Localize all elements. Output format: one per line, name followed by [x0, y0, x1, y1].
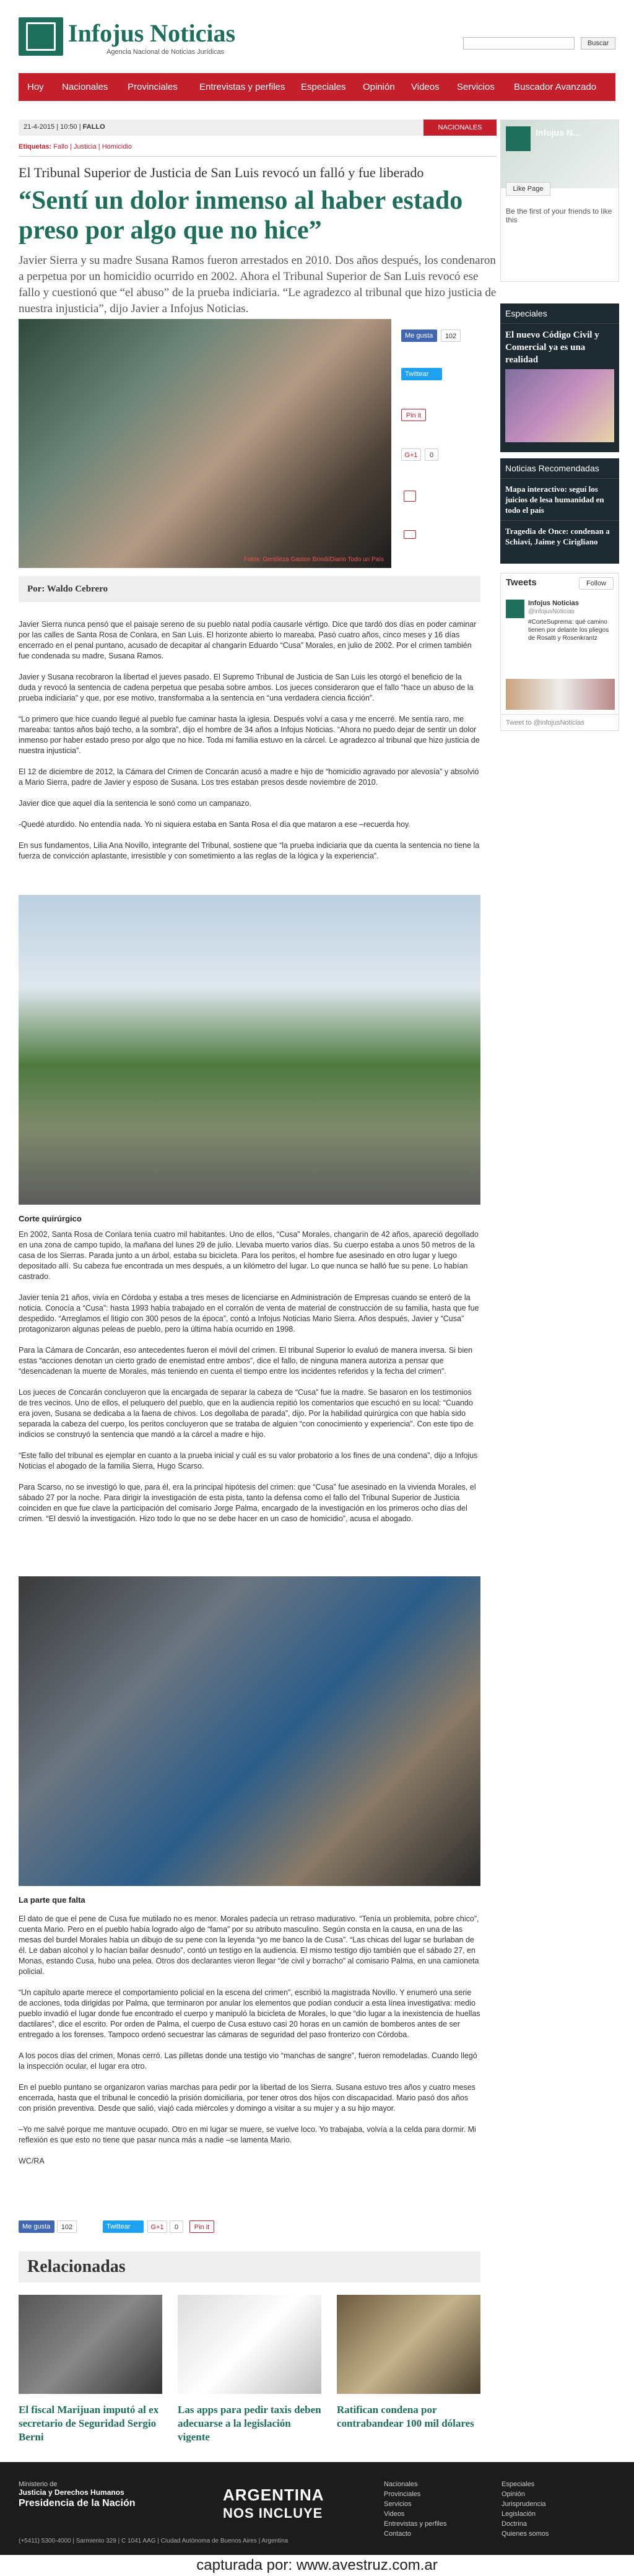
subheading-la-parte-que-falta: La parte que falta	[19, 1895, 85, 1905]
footer-link[interactable]: Jurisprudencia	[502, 2500, 546, 2508]
print-icon[interactable]	[404, 491, 416, 502]
paragraph: En 2002, Santa Rosa de Conlara tenía cuatro mil habitantes. Uno de ellos, “Cusa” Morales, changarín de 42 años, apareció degollado en una zona de campo tupido, la mañana del lunes 29 de julio. Llevaba muerto varios días. Su cuerpo estaba a unos 50 metros de la casa de los Sierras. Parada junto a un árbol, estaba su bicicleta. Para los peritos, el hombre fue asesinado en otro lugar y luego depositado allí. Su cabeza fue encontrada un mes después, a un kilómetro del lugar. Lo que nunca se halló fue su pene. Lo habían castrado.	[19, 1230, 479, 1281]
footer-link[interactable]: Especiales	[502, 2481, 535, 2488]
tweet-to-input[interactable]: Tweet to @infojusNoticias	[501, 714, 619, 730]
follow-button[interactable]: Follow	[579, 577, 614, 590]
recomendada-item[interactable]: Mapa interactivo: seguí los juicios de lesa humanidad en todo el país	[500, 479, 619, 521]
article-photo-2	[19, 895, 480, 1205]
article-body-part-2	[19, 1229, 480, 1535]
main-photo	[19, 319, 391, 568]
paragraph: En sus fundamentos, Lilia Ana Novillo, integrante del Tribunal, sostiene que “la prueba indiciaria que da cuenta la sentencia no tiene la fuerza de convicción aplastante, irresistible y con sometimiento a las reglas de la lógica y la experiencia”.	[19, 841, 480, 860]
especiales-item[interactable]: El nuevo Código Civil y Comercial ya es una realidad	[505, 330, 599, 365]
footer-links-col-1	[384, 2479, 446, 2539]
paragraph: Para Scarso, no se investigó lo que, para él, era la principal hipótesis del crimen: que “Cusa” fue asesinado en la vivienda Morales, el sábado 27 por la noche. Para dirigir la investigación de esta pista, tanto la defensa como el fallo del Tribunal Superior de Justicia coinciden en que fue clave la participación del comisario Jorge Palma, encargado de la investigación en los primeros ocho días del crimen. “El desvió la investigación. Hizo todo lo que no se debe hacer en un caso de homicidio”, acusa el abogado.	[19, 1483, 476, 1523]
paragraph: –Yo me salvé porque me mantuve ocupado. Otro en mi lugar se muere, se vuelve loco. Yo trabajaba, volvía a la celda para dormir. Mi reflexión es que esto no tiene que pasar nunca más a nadie –se lamenta Mario.	[19, 2125, 476, 2144]
article-body-part-3	[19, 1914, 480, 2177]
ministry-line-1: Ministerio de	[19, 2481, 58, 2488]
footer-address: (+5411) 5300-4000 | Sarmiento 329 | C 1041 AAG | Ciudad Autónoma de Buenos Aires | Argentina	[19, 2538, 289, 2544]
tags-label: Etiquetas:	[19, 143, 52, 151]
footer-link[interactable]: Servicios	[384, 2500, 412, 2508]
especiales-box	[500, 303, 619, 452]
article-date-line: 21-4-2015 | 10:50 | FALLO	[24, 123, 105, 131]
fb-like-button-bottom[interactable]: Me gusta	[19, 2220, 54, 2233]
nav-item-buscador[interactable]: Buscador Avanzado	[514, 82, 597, 92]
paragraph: Javier tenía 21 años, vivía en Córdoba y estaba a tres meses de licenciarse en Administración de Empresas cuando se enteró de la noticia. Conocía a “Cusa”: hasta 1993 había trabajado en el corralón de venta de material de construcción de su familia, hasta que fue despedido. “Arreglamos el litigio con 300 pesos de la época”, contó a Infojus Noticias Mario Sierra. Años después, Javier y “Cusa” protagonizaron algunas peleas de pueblo, pero la última había ocurrido en 1998.	[19, 1293, 479, 1334]
nav-item-especiales[interactable]: Especiales	[301, 82, 346, 92]
article-lead: Javier Sierra y su madre Susana Ramos fueron arrestados en 2010. Dos años después, los condenaron a perpetua por un homicidio ocurrido en 2002. Ahora el Tribunal Superior de San Luis revocó ese fallo y cuestionó que “el abuso” de la prueba indiciaria. “Le agradezco al tribunal que hizo justicia de nuestra injusticia”, dijo Javier a Infojus Noticias.	[19, 254, 497, 315]
gplus-count: 0	[425, 448, 438, 461]
paragraph: Javier Sierra nunca pensó que el paisaje sereno de su pueblo natal podía causarle vértigo. Dice que tardó dos días en poder caminar por las calles de Santa Rosa de Conlara, en San Luis. El horizonte abierto lo mareaba. Pasó cuatro años, cinco meses y 16 días encerrado en el penal puntano, acusado de decapitar al changarín Eduardo “Cusa” Morales, en julio de 2002. Por el crimen también fue condenada su madre, Susana Ramos.	[19, 620, 477, 660]
fb-like-page-button[interactable]: Like Page	[506, 182, 550, 196]
recomendadas-title: Noticias Recomendadas	[500, 458, 619, 479]
article-body-part-1	[19, 619, 480, 872]
tweet-author[interactable]: Infojus Noticias	[528, 600, 579, 607]
presidency: Presidencia de la Nación	[19, 2498, 136, 2508]
divider	[19, 156, 497, 157]
site-header	[0, 0, 634, 71]
recomendada-item[interactable]: Tragedia de Once: condenan a Schiavi, Jaime y Cirigliano	[505, 526, 610, 546]
signature: WC/RA	[19, 2157, 45, 2165]
fb-like-count: 102	[441, 330, 461, 342]
recomendadas-box	[500, 458, 619, 564]
fb-avatar	[506, 126, 531, 151]
article-meta-bar	[19, 120, 497, 136]
related-title-1[interactable]: El fiscal Marijuan imputó al ex secretario de Seguridad Sergio Berni	[19, 2404, 159, 2443]
search-button[interactable]: Buscar	[581, 37, 615, 50]
argentina-line-2: NOS INCLUYE	[223, 2505, 323, 2521]
related-title-2[interactable]: Las apps para pedir taxis deben adecuarse a la legislación vigente	[178, 2404, 321, 2443]
paragraph: Javier dice que aquel día la sentencia le sonó como un campanazo.	[19, 799, 251, 808]
tags-row	[19, 143, 132, 151]
facebook-page-widget	[500, 120, 619, 282]
footer-link[interactable]: Nacionales	[384, 2481, 418, 2488]
footer-link[interactable]: Provinciales	[384, 2491, 421, 2498]
paragraph: Para la Cámara de Concarán, eso antecedentes fueron el móvil del crimen. El tribunal Superior lo evaluó de manera inversa. Si bien estas “acciones denotan un cierto grado de enemistad entre ambos”, dice el fallo, de ninguna manera autoriza a pensar que “desencadenan la muerte de Morales, más teniendo en cuenta el tiempo entre los incidentes referidos y la fecha del crimen”.	[19, 1346, 473, 1376]
main-nav	[19, 73, 615, 101]
ministry-line-2: Justicia y Derechos Humanos	[19, 2488, 124, 2497]
article-headline: “Sentí un dolor inmenso al haber estado preso por algo que no hice”	[19, 186, 463, 245]
time: 10:50	[60, 123, 77, 131]
nav-item-nacionales[interactable]: Nacionales	[62, 82, 108, 92]
paragraph: “Este fallo del tribunal es ejemplar en cuanto a la prueba inicial y cuál es su valor probatorio a los fines de una condena”, dijo a Infojus Noticias el abogado de la familia Sierra, Hugo Scarso.	[19, 1451, 478, 1470]
tweet-handle[interactable]: @infojusNoticias	[528, 608, 575, 615]
nav-item-opinion[interactable]: Opinión	[363, 82, 395, 92]
gplus-button[interactable]: G+1	[401, 448, 421, 461]
capture-credit: capturada por: www.avestruz.com.ar	[0, 2555, 634, 2576]
fb-like-button[interactable]: Me gusta	[401, 330, 437, 342]
related-image-3[interactable]	[337, 2295, 480, 2394]
logo-mark-icon	[26, 22, 56, 51]
footer-link[interactable]: Legislación	[502, 2510, 536, 2518]
footer-links-col-2	[502, 2479, 549, 2539]
nav-item-hoy[interactable]: Hoy	[27, 82, 44, 92]
especiales-title: Especiales	[500, 303, 619, 324]
fb-text: Be the first of your friends to like this	[506, 207, 612, 224]
paragraph: En el pueblo puntano se organizaron varias marchas para pedir por la libertad de los Sierra. Susana estuvo tres años y cuatro meses encerrada, hasta que el tribunal le concedió la prisión domiciliaria, por tener otros dos hijos con discapacidad. Mario pasó dos años con prisión preventiva. Desde que salió, viajó cada miércoles y domingo a visitar a su mujer y a su hijo mayor.	[19, 2083, 476, 2113]
nav-item-provinciales[interactable]: Provinciales	[128, 82, 178, 92]
gplus-count-bottom: 0	[170, 2220, 183, 2233]
section-badge[interactable]: NACIONALES	[423, 120, 497, 136]
article-kicker: El Tribunal Superior de Justicia de San Luis revocó un falló y fue liberado	[19, 165, 424, 180]
paragraph: A los pocos días del crimen, Monas cerró. Las pilletas donde una testigo vio “manchas de sangre”, fueron remodeladas. Cuando llegó la inspección ocular, el lugar era otro.	[19, 2051, 477, 2071]
footer-link[interactable]: Contacto	[384, 2530, 412, 2538]
footer-link[interactable]: Entrevistas y perfiles	[384, 2520, 447, 2528]
argentina-line-1: ARGENTINA	[223, 2486, 324, 2504]
subheading-corte-quirurgico: Corte quirúrgico	[19, 1214, 82, 1223]
paragraph: Javier y Susana recobraron la libertad el jueves pasado. El Supremo Tribunal de Justicia de San Luis les otorgó el beneficio de la duda y revocó la sentencia de cadena perpetua que pesaba sobre ambos. Los jueces consideraron que el fallo “hace un abuso de la prueba indiciaria” y que, por ese motivo, transformaba a la sentencia en “una verdadera ciencia ficción”.	[19, 673, 474, 702]
article-photo-3	[19, 1576, 480, 1886]
paragraph: El 12 de diciembre de 2012, la Cámara del Crimen de Concarán acusó a madre e hijo de “homicidio agravado por alevosía” y absolvió a Mario Sierra, padre de Javier y esposo de Susana. Los tres estaban presos desde noviembre de 2010.	[19, 767, 479, 787]
tweet-image[interactable]	[506, 679, 615, 710]
tweet-avatar	[506, 600, 524, 618]
pin-it-button[interactable]: Pin it	[401, 409, 426, 421]
footer-link[interactable]: Quienes somos	[502, 2530, 549, 2538]
especiales-image[interactable]	[505, 369, 614, 442]
related-title-3[interactable]: Ratifican condena por contrabandear 100 mil dólares	[337, 2404, 474, 2429]
paragraph: -Quedé aturdido. No entendía nada. Yo ni siquiera estaba en Santa Rosa el día que mataron a ese –recuerda hoy.	[19, 820, 410, 829]
fb-page-name[interactable]: Infojus N...	[536, 128, 580, 138]
related-image-1[interactable]	[19, 2295, 162, 2394]
tweets-title: Tweets	[506, 577, 537, 588]
twitter-widget	[500, 573, 619, 731]
gplus-button-bottom[interactable]: G+1	[147, 2220, 167, 2233]
search-input[interactable]	[463, 37, 575, 50]
nav-item-entrevistas[interactable]: Entrevistas y perfiles	[199, 82, 285, 92]
logo-text[interactable]: Infojus Noticias	[68, 19, 236, 47]
paragraph: “Un capítulo aparte merece el comportamiento policial en la escena del crimen”, escribió la magistrada Novillo. Y enumeró una serie de acciones, toda dirigidas por Palma, que terminaron por anular los elementos que podían conducir a esta línea investigativa: medio pueblo invadió el lugar donde fue encontrado el cuerpo y manipuló la bicicleta de Morales, lo que “dio lugar a la inexistencia de huellas dactilares”, dice el escrito. Por orden de Palma, el cuerpo de Cusa estuvo casi 20 horas en un camión de bomberos antes de ser entregado a los forenses. Tampoco ordenó secuestrar las cámaras de seguridad del paso fronterizo con Córdoba.	[19, 1988, 480, 2039]
logo[interactable]	[19, 17, 63, 56]
tweet-text: #CorteSuprema: qué camino tienen por delante los pliegos de Rosatti y Rosenkrantz	[528, 619, 609, 642]
footer-link[interactable]: Opinión	[502, 2491, 525, 2498]
related-heading: Relacionadas	[19, 2251, 480, 2282]
nav-item-videos[interactable]: Videos	[411, 82, 440, 92]
site-footer	[0, 2462, 634, 2555]
paragraph: Los jueces de Concarán concluyeron que la encargada de separar la cabeza de “Cusa” fue la madre. Se basaron en los testimonios de tres vecinos. Uno de ellos, el peluquero del pueblo, que en la audiencia repitió los comentarios que escuchó en su local: “Cuando era joven, Susana se dedicaba a la faena de chivos. Los degollaba de parada”, dijo. Por la habilidad quirúrgica con que había sido separada la cabeza del cuerpo, los peritos concluyeron que se trataba de alguien “con conocimiento y experiencia”. Con este tipo de indicios se construyó la sentencia que mandó a la cárcel a madre e hijo.	[19, 1388, 474, 1439]
date: 21-4-2015	[24, 123, 55, 131]
section-label: FALLO	[82, 123, 105, 131]
tweet-button-bottom[interactable]: Twittear	[103, 2220, 144, 2233]
logo-subtitle: Agencia Nacional de Noticias Jurídicas	[106, 48, 225, 56]
photo-caption: Fotos: Gentileza Gaston Brindi/Diario Todo un País	[243, 556, 384, 563]
footer-link[interactable]: Doctrina	[502, 2520, 527, 2528]
nav-item-servicios[interactable]: Servicios	[457, 82, 495, 92]
fb-like-count-bottom: 102	[57, 2220, 77, 2233]
email-icon[interactable]	[404, 530, 416, 539]
tweet-button[interactable]: Twittear	[401, 368, 442, 380]
related-image-2[interactable]	[178, 2295, 321, 2394]
paragraph: “Lo primero que hice cuando llegué al pueblo fue caminar hasta la iglesia. Después volví a casa y me encerré. Me sentía raro, me mareaba: tantos años bajó techo, a la sombra”, dijo el hombre de 34 años a Infojus Noticias. “Ahora no puedo dejar de sentir un dolor inmenso por haber estado preso por algo que no hice. Toda mi familia estuvo en la cárcel. Le agradezco al tribunal que hizo justicia de nuestra injusticia”.	[19, 715, 480, 755]
paragraph: El dato de que el pene de Cusa fue mutilado no es menor. Morales padecía un retraso madurativo. “Tenía un problemita, pobre chico”, cuenta Mario. Pero en el pueblo había logrado algo de “fama” por su atributo masculino. Según consta en la causa, en una de las mesas del burdel Morales había un dibujo de su pene con la leyenda “yo me banco la de Cusa”. “Las chicas del lugar se burlaban de él. Le daban alcohol y lo hacían bailar desnudo”, contó un testigo en la audiencia. El mismo testigo dijo también que el sábado 27, en Monas, estando Cusa, hubo una pelea. Otros dos declarantes vieron llegar “de civil y borracho” al comisario Palma, en una camioneta policial.	[19, 1915, 479, 1976]
tags-list[interactable]: Fallo | Justicia | Homicidio	[53, 143, 132, 151]
byline: Por: Waldo Cebrero	[19, 576, 480, 602]
pin-it-button-bottom[interactable]: Pin it	[189, 2220, 214, 2233]
footer-link[interactable]: Videos	[384, 2510, 405, 2518]
